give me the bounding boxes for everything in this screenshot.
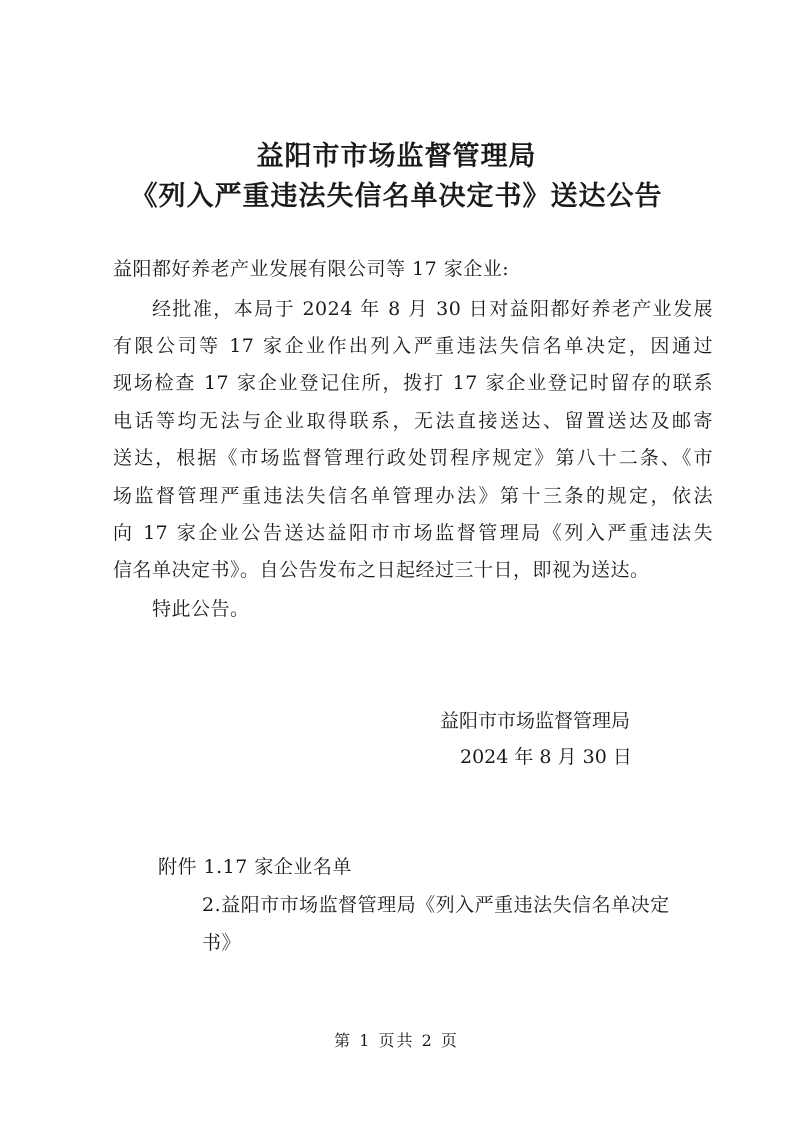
attachment-line: 附件 1.17 家企业名单 xyxy=(158,856,352,878)
attachment-line: 2.益阳市市场监督管理局《列入严重违法失信名单决定 xyxy=(202,894,670,916)
body-line: 信名单决定书》。自公告发布之日起经过三十日，即视为送达。 xyxy=(113,559,650,581)
closing-text: 特此公告。 xyxy=(152,598,250,620)
body-line: 经批准，本局于 2024 年 8 月 30 日对益阳都好养老产业发展 xyxy=(152,298,713,320)
body-line: 现场检查 17 家企业登记住所，拨打 17 家企业登记时留存的联系 xyxy=(113,372,713,394)
body-line: 有限公司等 17 家企业作出列入严重违法失信名单决定，因通过 xyxy=(113,335,713,357)
page-footer: 第 1 页共 2 页 xyxy=(334,1031,459,1050)
title-line-1: 益阳市市场监督管理局 xyxy=(256,141,537,172)
body-line: 场监督管理严重违法失信名单管理办法》第十三条的规定，依法 xyxy=(113,485,713,507)
body-line: 向 17 家企业公告送达益阳市市场监督管理局《列入严重违法失 xyxy=(113,522,713,544)
signature-date: 2024 年 8 月 30 日 xyxy=(460,746,632,768)
title-line-2: 《列入严重违法失信名单决定书》送达公告 xyxy=(130,181,663,212)
signature-org: 益阳市市场监督管理局 xyxy=(440,710,631,732)
body-line: 电话等均无法与企业取得联系，无法直接送达、留置送达及邮寄 xyxy=(113,410,713,432)
body-line: 送达，根据《市场监督管理行政处罚程序规定》第八十二条、《市 xyxy=(113,447,713,469)
attachment-line: 书》 xyxy=(202,932,242,954)
addressee: 益阳都好养老产业发展有限公司等 17 家企业: xyxy=(113,258,510,280)
